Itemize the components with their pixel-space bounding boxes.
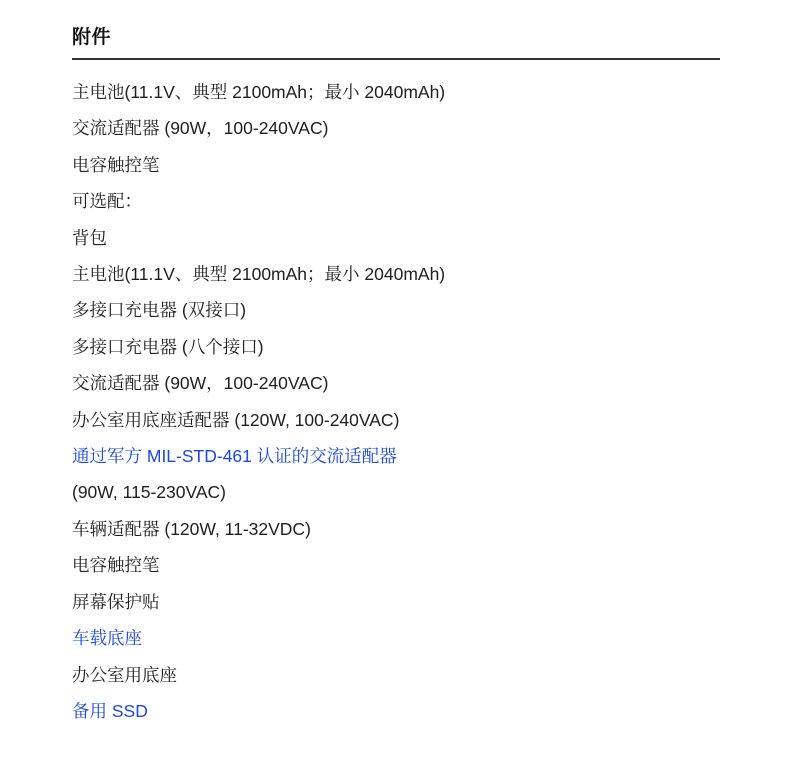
page-title: 附件	[72, 27, 112, 48]
accessory-text: 背包	[72, 227, 107, 248]
accessory-text: 办公室用底座适配器 (120W, 100-240VAC)	[72, 409, 400, 430]
accessory-list	[72, 60, 720, 729]
accessory-text: 主电池(11.1V、典型 2100mAh；最小 2040mAh)	[72, 264, 446, 285]
accessory-text: 交流适配器 (90W，100-240VAC)	[72, 118, 329, 139]
accessory-link[interactable]: 备用 SSD	[72, 700, 148, 721]
accessory-text: 车辆适配器 (120W, 11-32VDC)	[72, 518, 311, 539]
accessory-text: 交流适配器 (90W，100-240VAC)	[72, 373, 329, 394]
accessory-text: (90W, 115-230VAC)	[72, 482, 227, 503]
accessory-text: 办公室用底座	[72, 664, 177, 685]
accessory-text: 电容触控笔	[72, 154, 160, 175]
accessory-text: 屏幕保护贴	[72, 591, 160, 612]
accessory-text: 电容触控笔	[72, 555, 160, 576]
accessory-link[interactable]: 通过军方 MIL-STD-461 认证的交流适配器	[72, 446, 397, 467]
accessory-text: 多接口充电器 (双接口)	[72, 300, 247, 321]
accessory-text: 主电池(11.1V、典型 2100mAh；最小 2040mAh)	[72, 82, 446, 102]
accessory-text: 可选配：	[72, 191, 142, 212]
accessory-text: 多接口充电器 (八个接口)	[72, 336, 264, 357]
accessory-link[interactable]: 车载底座	[72, 628, 142, 649]
